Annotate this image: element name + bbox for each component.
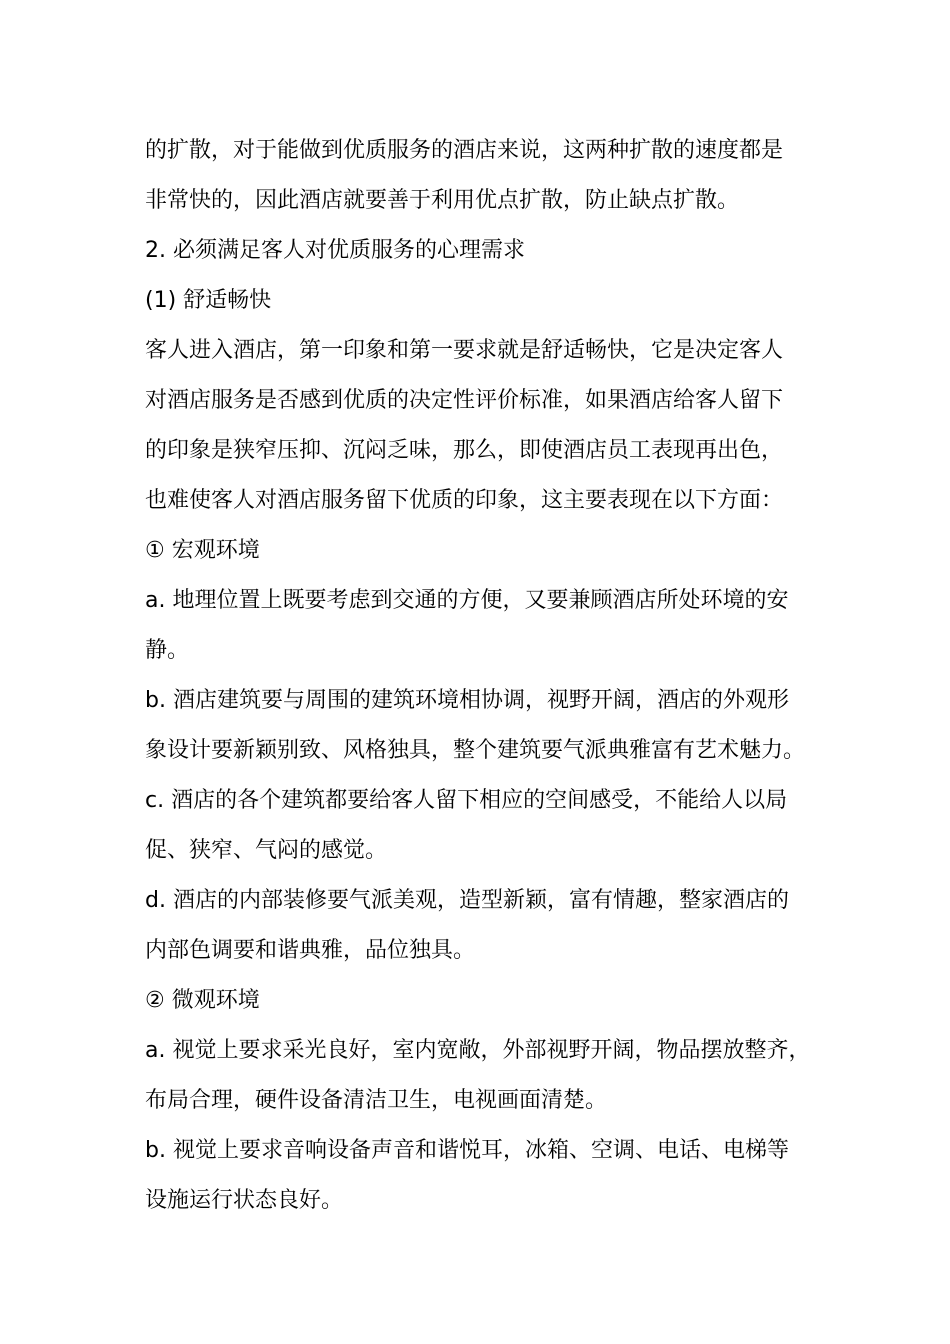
text-line: 设施运行状态良好。 [145,1188,344,1213]
text-line: 客人进入酒店，第一印象和第一要求就是舒适畅快，它是决定客人 [145,338,784,363]
text-line: a. 视觉上要求采光良好，室内宽敞，外部视野开阔，物品摆放整齐， [145,1038,811,1063]
text-line: b. 视觉上要求音响设备声音和谐悦耳，冰箱、空调、电话、电梯等 [145,1138,789,1163]
item-heading: ② 微观环境 [145,988,260,1013]
text-line: 的印象是狭窄压抑、沉闷乏味，那么，即使酒店员工表现再出色， [145,438,784,463]
text-line: b. 酒店建筑要与周围的建筑环境相协调，视野开阔，酒店的外观形 [145,688,789,713]
text-line: 对酒店服务是否感到优质的决定性评价标准，如果酒店给客人留下 [145,388,784,413]
text-line: 非常快的，因此酒店就要善于利用优点扩散，防止缺点扩散。 [145,188,740,213]
section-heading: 2. 必须满足客人对优质服务的心理需求 [145,238,525,263]
text-line: 内部色调要和谐典雅，品位独具。 [145,938,476,963]
text-line: a. 地理位置上既要考虑到交通的方便，又要兼顾酒店所处环境的安 [145,588,789,613]
text-line: 的扩散，对于能做到优质服务的酒店来说，这两种扩散的速度都是 [145,138,784,163]
text-line: 布局合理，硬件设备清洁卫生，电视画面清楚。 [145,1088,608,1113]
text-line: 静。 [145,638,190,663]
text-line: 促、狭窄、气闷的感觉。 [145,838,388,863]
text-line: 也难使客人对酒店服务留下优质的印象，这主要表现在以下方面： [145,488,784,513]
subsection-heading: (1) 舒适畅快 [145,288,272,313]
text-line: c. 酒店的各个建筑都要给客人留下相应的空间感受，不能给人以局 [145,788,788,813]
item-heading: ① 宏观环境 [145,538,260,563]
text-line: d. 酒店的内部装修要气派美观，造型新颖，富有情趣，整家酒店的 [145,888,789,913]
text-line: 象设计要新颖别致、风格独具，整个建筑要气派典雅富有艺术魅力。 [145,738,806,763]
